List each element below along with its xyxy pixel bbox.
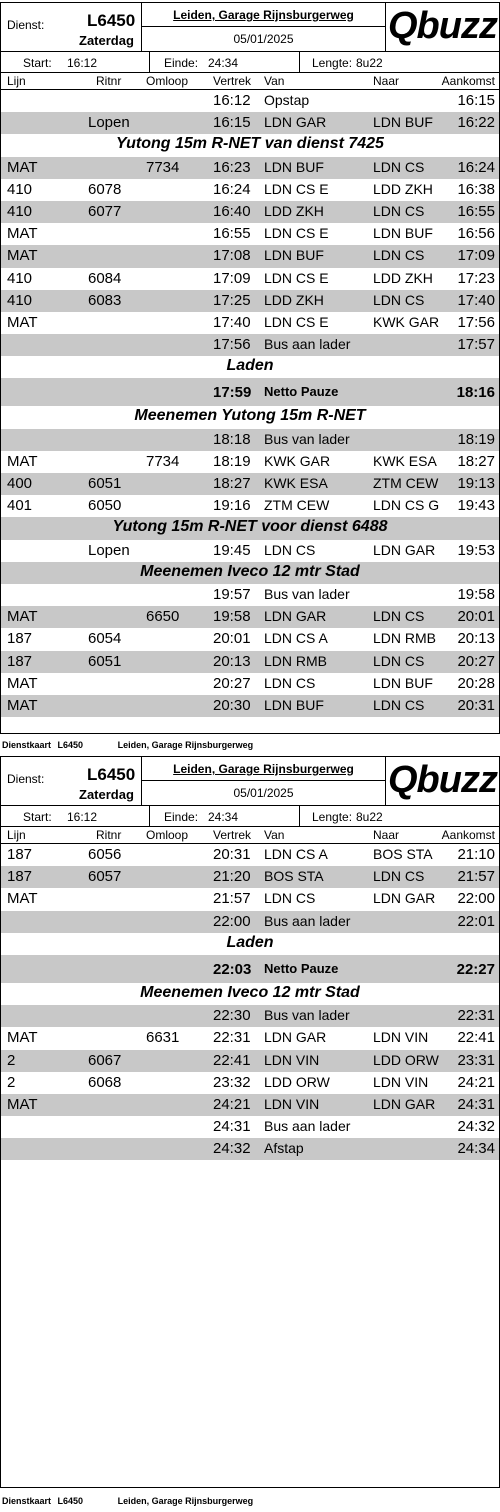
col-vertrek: Vertrek	[213, 828, 252, 842]
cell-lijn: MAT	[7, 696, 38, 714]
page-footer	[2, 1496, 253, 1506]
section-title: Laden	[226, 933, 274, 951]
cell-omloop: 6631	[146, 1029, 180, 1047]
table-row	[1, 473, 499, 495]
cell-van: ZTM CEW	[264, 497, 330, 514]
table-row	[1, 201, 499, 223]
cell-ritnr: Lopen	[88, 114, 130, 132]
table-row	[1, 1027, 499, 1049]
table-row	[1, 1005, 499, 1027]
cell-lijn: MAT	[7, 313, 38, 331]
cell-naar: KWK GAR	[373, 313, 440, 330]
table-row	[1, 1094, 499, 1116]
einde-label: Einde:	[164, 56, 199, 70]
cell-naar: LDN BUF	[373, 674, 433, 691]
col-aankomst: Aankomst	[441, 74, 495, 88]
einde-value: 24:34	[208, 56, 239, 70]
einde-cell	[150, 52, 300, 73]
table-row	[1, 673, 499, 695]
section-title: Laden	[226, 357, 274, 375]
cell-ritnr: 6077	[88, 202, 122, 220]
table-row	[1, 223, 499, 245]
table-row	[1, 651, 499, 673]
cell-van: BOS STA	[264, 868, 324, 885]
cell-lijn: 2	[7, 1073, 16, 1091]
cell-ritnr: 6083	[88, 291, 122, 309]
cell-aankomst: 20:01	[457, 608, 495, 626]
qbuzz-logo	[385, 3, 499, 51]
cell-vertrek: 16:55	[213, 225, 251, 243]
cell-lijn: 187	[7, 652, 33, 670]
table-row	[1, 495, 499, 517]
table-row	[1, 1072, 499, 1094]
cell-ritnr: 6057	[88, 868, 122, 886]
schedule-table	[1, 90, 499, 717]
table-row	[1, 695, 499, 717]
column-headers	[1, 73, 499, 90]
col-van: Van	[264, 74, 285, 88]
cell-aankomst: 22:00	[457, 890, 495, 908]
cell-aankomst: 23:31	[457, 1051, 495, 1069]
cell-aankomst: 24:31	[457, 1095, 495, 1113]
cell-aankomst: 17:56	[457, 313, 495, 331]
lengte-value: 8u22	[356, 810, 383, 824]
cell-vertrek: 24:21	[213, 1095, 251, 1113]
section-header	[1, 983, 499, 1005]
schedule-table	[1, 844, 499, 1160]
cell-lijn: MAT	[7, 158, 38, 176]
col-naar: Naar	[373, 74, 400, 88]
cell-lijn: MAT	[7, 1095, 38, 1113]
cell-naar: LDD ORW	[373, 1051, 439, 1068]
table-row	[1, 584, 499, 606]
location-title: Leiden, Garage Rijnsburgerweg	[142, 3, 385, 27]
cell-van: LDN CS A	[264, 846, 328, 862]
lengte-cell	[300, 806, 499, 827]
pause-label: Netto Pauze	[264, 960, 339, 976]
col-lijn: Lijn	[7, 828, 26, 842]
cell-naar: LDN CS	[373, 158, 425, 175]
cell-vertrek: 20:31	[213, 846, 251, 863]
dienst-day: Zaterdag	[79, 33, 134, 48]
cell-ritnr: 6068	[88, 1073, 122, 1091]
location-date-block	[142, 3, 385, 51]
pause-row	[1, 378, 499, 406]
einde-label: Einde:	[164, 810, 199, 824]
page-footer	[2, 740, 253, 750]
cell-naar: LDN CS G	[373, 497, 440, 514]
cell-ritnr: 6054	[88, 630, 122, 648]
section-title: Meenemen Iveco 12 mtr Stad	[140, 983, 360, 1001]
logo-text: Qbuzz	[388, 759, 497, 801]
cell-lijn: 410	[7, 291, 33, 309]
cell-aankomst: 22:31	[457, 1007, 495, 1025]
cell-aankomst: 19:13	[457, 475, 495, 492]
dienst-block	[1, 3, 142, 51]
cell-van: LDN GAR	[264, 608, 327, 625]
cell-aankomst: 17:23	[457, 269, 495, 287]
cell-vertrek: 16:40	[213, 202, 251, 220]
einde-cell	[150, 806, 300, 827]
cell-vertrek: 20:01	[213, 630, 251, 648]
cell-naar: KWK ESA	[373, 452, 437, 469]
lengte-label: Lengte:	[312, 810, 353, 824]
cell-van: LDN CS	[264, 541, 316, 558]
dienst-block	[1, 757, 142, 805]
cell-van: Bus aan lader	[264, 912, 351, 929]
cell-lijn: 401	[7, 497, 33, 515]
date-value: 05/01/2025	[233, 32, 294, 46]
cell-naar: LDN CS	[373, 247, 425, 264]
start-cell	[1, 52, 150, 73]
time-summary-row	[1, 805, 499, 827]
cell-van: LDN CS E	[264, 313, 329, 330]
table-row	[1, 911, 499, 933]
cell-naar: LDD ZKH	[373, 180, 433, 197]
col-vertrek: Vertrek	[213, 74, 252, 88]
dienst-day: Zaterdag	[79, 787, 134, 802]
cell-naar: LDN CS	[373, 202, 425, 219]
cell-van: LDN CS	[264, 890, 316, 907]
cell-van: Bus van lader	[264, 1007, 350, 1024]
time-summary-row	[1, 51, 499, 73]
cell-van: KWK ESA	[264, 475, 328, 491]
table-row	[1, 90, 499, 112]
table-row	[1, 606, 499, 628]
cell-lijn: 2	[7, 1051, 16, 1069]
cell-vertrek: 17:09	[213, 269, 251, 287]
cell-van: LDN BUF	[264, 158, 324, 175]
cell-lijn: MAT	[7, 247, 38, 265]
cell-aankomst: 17:09	[457, 247, 495, 265]
cell-aankomst: 19:58	[457, 585, 495, 603]
cell-van: Opstap	[264, 92, 310, 108]
cell-vertrek: 21:20	[213, 868, 251, 886]
cell-van: Afstap	[264, 1140, 304, 1157]
column-headers	[1, 827, 499, 844]
table-row	[1, 334, 499, 356]
pause-start: 17:59	[213, 384, 252, 402]
cell-naar: LDN CS	[373, 696, 425, 713]
footer-label: Dienstkaart	[2, 1496, 52, 1506]
dienstkaart-page-1	[0, 2, 500, 734]
cell-lijn: 410	[7, 269, 33, 287]
cell-aankomst: 18:27	[457, 452, 495, 470]
pause-row	[1, 955, 499, 983]
pause-end: 22:27	[456, 960, 495, 978]
cell-van: LDN CS E	[264, 225, 329, 242]
cell-aankomst: 19:53	[457, 541, 495, 559]
cell-van: LDN CS	[264, 674, 316, 691]
table-row	[1, 1116, 499, 1138]
cell-aankomst: 24:34	[457, 1140, 495, 1158]
cell-aankomst: 24:21	[457, 1073, 495, 1091]
cell-vertrek: 16:23	[213, 158, 251, 176]
cell-aankomst: 24:32	[457, 1118, 495, 1136]
cell-vertrek: 24:31	[213, 1118, 251, 1136]
start-label: Start:	[23, 810, 52, 824]
table-row	[1, 157, 499, 179]
cell-vertrek: 20:13	[213, 652, 251, 670]
cell-van: Bus van lader	[264, 585, 350, 602]
cell-ritnr: 6051	[88, 475, 122, 492]
cell-aankomst: 16:56	[457, 225, 495, 243]
cell-aankomst: 20:28	[457, 674, 495, 692]
cell-aankomst: 16:38	[457, 180, 495, 198]
cell-naar: LDN CS	[373, 868, 425, 885]
pause-start: 22:03	[213, 960, 252, 978]
cell-vertrek: 16:15	[213, 114, 251, 132]
col-omloop: Omloop	[146, 828, 189, 842]
cell-naar: LDN VIN	[373, 1029, 429, 1046]
dienstkaart-page-2	[0, 756, 500, 1488]
cell-vertrek: 17:25	[213, 291, 251, 309]
cell-naar: LDN RMB	[373, 630, 437, 647]
section-header	[1, 933, 499, 955]
cell-ritnr: 6051	[88, 652, 122, 670]
cell-naar: LDN CS	[373, 652, 425, 669]
section-header	[1, 356, 499, 378]
col-ritnr: Ritnr	[96, 74, 122, 88]
cell-vertrek: 17:40	[213, 313, 251, 331]
cell-lijn: MAT	[7, 452, 38, 470]
cell-naar: LDN CS	[373, 608, 425, 625]
cell-vertrek: 22:30	[213, 1007, 251, 1025]
footer-code: L6450	[57, 740, 84, 750]
cell-naar: ZTM CEW	[373, 475, 439, 491]
lengte-label: Lengte:	[312, 56, 353, 70]
table-row	[1, 888, 499, 910]
cell-ritnr: 6067	[88, 1051, 122, 1069]
cell-lijn: 187	[7, 630, 33, 648]
cell-ritnr: 6050	[88, 497, 122, 515]
cell-aankomst: 20:27	[457, 652, 495, 670]
table-row	[1, 1138, 499, 1160]
footer-code: L6450	[57, 1496, 84, 1506]
table-row	[1, 451, 499, 473]
cell-van: KWK GAR	[264, 452, 331, 469]
section-title: Meenemen Yutong 15m R-NET	[134, 407, 366, 425]
dienst-label: Dienst:	[7, 772, 45, 786]
cell-vertrek: 23:32	[213, 1073, 251, 1091]
start-cell	[1, 806, 150, 827]
cell-van: Bus aan lader	[264, 336, 351, 353]
cell-van: LDN BUF	[264, 247, 324, 264]
cell-aankomst: 16:55	[457, 202, 495, 220]
einde-value: 24:34	[208, 810, 239, 824]
cell-ritnr: Lopen	[88, 541, 130, 559]
col-ritnr: Ritnr	[96, 828, 122, 842]
dienst-label: Dienst:	[7, 18, 45, 32]
qbuzz-logo	[385, 757, 499, 805]
cell-naar: LDN BUF	[373, 225, 433, 242]
cell-aankomst: 16:15	[457, 92, 495, 109]
cell-vertrek: 19:57	[213, 585, 251, 603]
col-lijn: Lijn	[7, 74, 26, 88]
cell-vertrek: 22:31	[213, 1029, 251, 1047]
start-value: 16:12	[67, 810, 98, 824]
cell-naar: BOS STA	[373, 846, 433, 862]
cell-van: LDN VIN	[264, 1095, 320, 1112]
table-row	[1, 245, 499, 267]
cell-naar: LDN BUF	[373, 114, 433, 131]
cell-lijn: MAT	[7, 1029, 38, 1047]
section-title: Meenemen Iveco 12 mtr Stad	[140, 562, 360, 580]
cell-aankomst: 20:31	[457, 696, 495, 714]
cell-van: LDN CS A	[264, 630, 328, 647]
cell-van: LDD ORW	[264, 1073, 330, 1090]
col-naar: Naar	[373, 828, 400, 842]
cell-lijn: 187	[7, 846, 33, 863]
cell-lijn: MAT	[7, 225, 38, 243]
cell-ritnr: 6056	[88, 846, 122, 863]
footer-location: Leiden, Garage Rijnsburgerweg	[117, 1496, 254, 1506]
cell-vertrek: 22:00	[213, 912, 251, 930]
table-row	[1, 312, 499, 334]
cell-naar: LDN GAR	[373, 541, 436, 558]
cell-van: LDD ZKH	[264, 202, 324, 219]
table-row	[1, 290, 499, 312]
cell-aankomst: 16:22	[457, 114, 495, 132]
cell-van: LDN GAR	[264, 1029, 327, 1046]
cell-vertrek: 19:16	[213, 497, 251, 515]
dienst-code: L6450	[87, 765, 136, 784]
cell-lijn: MAT	[7, 890, 38, 908]
cell-aankomst: 20:13	[457, 630, 495, 648]
cell-naar: LDN GAR	[373, 1095, 436, 1112]
table-row	[1, 1050, 499, 1072]
cell-lijn: MAT	[7, 674, 38, 692]
cell-vertrek: 22:41	[213, 1051, 251, 1069]
cell-ritnr: 6084	[88, 269, 122, 287]
cell-aankomst: 22:41	[457, 1029, 495, 1047]
cell-aankomst: 17:57	[457, 336, 495, 354]
cell-aankomst: 21:57	[457, 868, 495, 886]
date-value: 05/01/2025	[233, 786, 294, 800]
section-header	[1, 517, 499, 539]
page-header	[1, 757, 499, 827]
cell-naar: LDN CS	[373, 291, 425, 308]
table-row	[1, 179, 499, 201]
cell-vertrek: 17:08	[213, 247, 251, 265]
cell-naar: LDN GAR	[373, 890, 436, 907]
cell-omloop: 7734	[146, 158, 180, 176]
cell-aankomst: 19:43	[457, 497, 495, 515]
cell-van: LDN CS E	[264, 180, 329, 197]
cell-vertrek: 16:24	[213, 180, 251, 198]
cell-vertrek: 18:19	[213, 452, 251, 470]
cell-naar: LDN VIN	[373, 1073, 429, 1090]
cell-naar: LDD ZKH	[373, 269, 433, 286]
table-row	[1, 268, 499, 290]
section-title: Yutong 15m R-NET voor dienst 6488	[112, 518, 388, 536]
lengte-cell	[300, 52, 499, 73]
location-title: Leiden, Garage Rijnsburgerweg	[142, 757, 385, 781]
cell-lijn: 410	[7, 180, 33, 198]
cell-van: LDD ZKH	[264, 291, 324, 308]
cell-omloop: 6650	[146, 608, 180, 626]
section-header	[1, 562, 499, 584]
cell-aankomst: 22:01	[457, 912, 495, 930]
cell-lijn: MAT	[7, 608, 38, 626]
cell-van: LDN VIN	[264, 1051, 320, 1068]
cell-van: Bus van lader	[264, 430, 350, 447]
logo-text: Qbuzz	[388, 5, 497, 47]
cell-van: LDN BUF	[264, 696, 324, 713]
col-van: Van	[264, 828, 285, 842]
col-omloop: Omloop	[146, 74, 189, 88]
cell-vertrek: 19:45	[213, 541, 251, 559]
cell-aankomst: 21:10	[457, 846, 495, 863]
cell-vertrek: 24:32	[213, 1140, 251, 1158]
cell-ritnr: 6078	[88, 180, 122, 198]
footer-label: Dienstkaart	[2, 740, 52, 750]
table-row	[1, 540, 499, 562]
col-aankomst: Aankomst	[441, 828, 495, 842]
pause-end: 18:16	[456, 384, 495, 402]
start-value: 16:12	[67, 56, 98, 70]
table-row	[1, 866, 499, 888]
section-header	[1, 134, 499, 156]
table-row	[1, 429, 499, 451]
cell-aankomst: 16:24	[457, 158, 495, 176]
cell-aankomst: 17:40	[457, 291, 495, 309]
cell-van: Bus aan lader	[264, 1118, 351, 1135]
cell-lijn: 400	[7, 475, 33, 492]
cell-vertrek: 19:58	[213, 608, 251, 626]
start-label: Start:	[23, 56, 52, 70]
table-row	[1, 112, 499, 134]
table-row	[1, 844, 499, 866]
footer-location: Leiden, Garage Rijnsburgerweg	[117, 740, 254, 750]
cell-vertrek: 17:56	[213, 336, 251, 354]
cell-van: LDN CS E	[264, 269, 329, 286]
cell-van: LDN GAR	[264, 114, 327, 131]
cell-van: LDN RMB	[264, 652, 328, 669]
section-header	[1, 406, 499, 428]
cell-lijn: 187	[7, 868, 33, 886]
cell-aankomst: 18:19	[457, 430, 495, 448]
cell-omloop: 7734	[146, 452, 180, 470]
cell-vertrek: 20:30	[213, 696, 251, 714]
cell-vertrek: 21:57	[213, 890, 251, 908]
cell-vertrek: 16:12	[213, 92, 251, 109]
dienst-code: L6450	[87, 11, 136, 30]
cell-lijn: 410	[7, 202, 33, 220]
lengte-value: 8u22	[356, 56, 383, 70]
section-title: Yutong 15m R-NET van dienst 7425	[116, 135, 384, 153]
cell-vertrek: 20:27	[213, 674, 251, 692]
cell-vertrek: 18:18	[213, 430, 251, 448]
page-header	[1, 3, 499, 73]
pause-label: Netto Pauze	[264, 384, 339, 400]
location-date-block	[142, 757, 385, 805]
cell-vertrek: 18:27	[213, 475, 251, 492]
table-row	[1, 628, 499, 650]
